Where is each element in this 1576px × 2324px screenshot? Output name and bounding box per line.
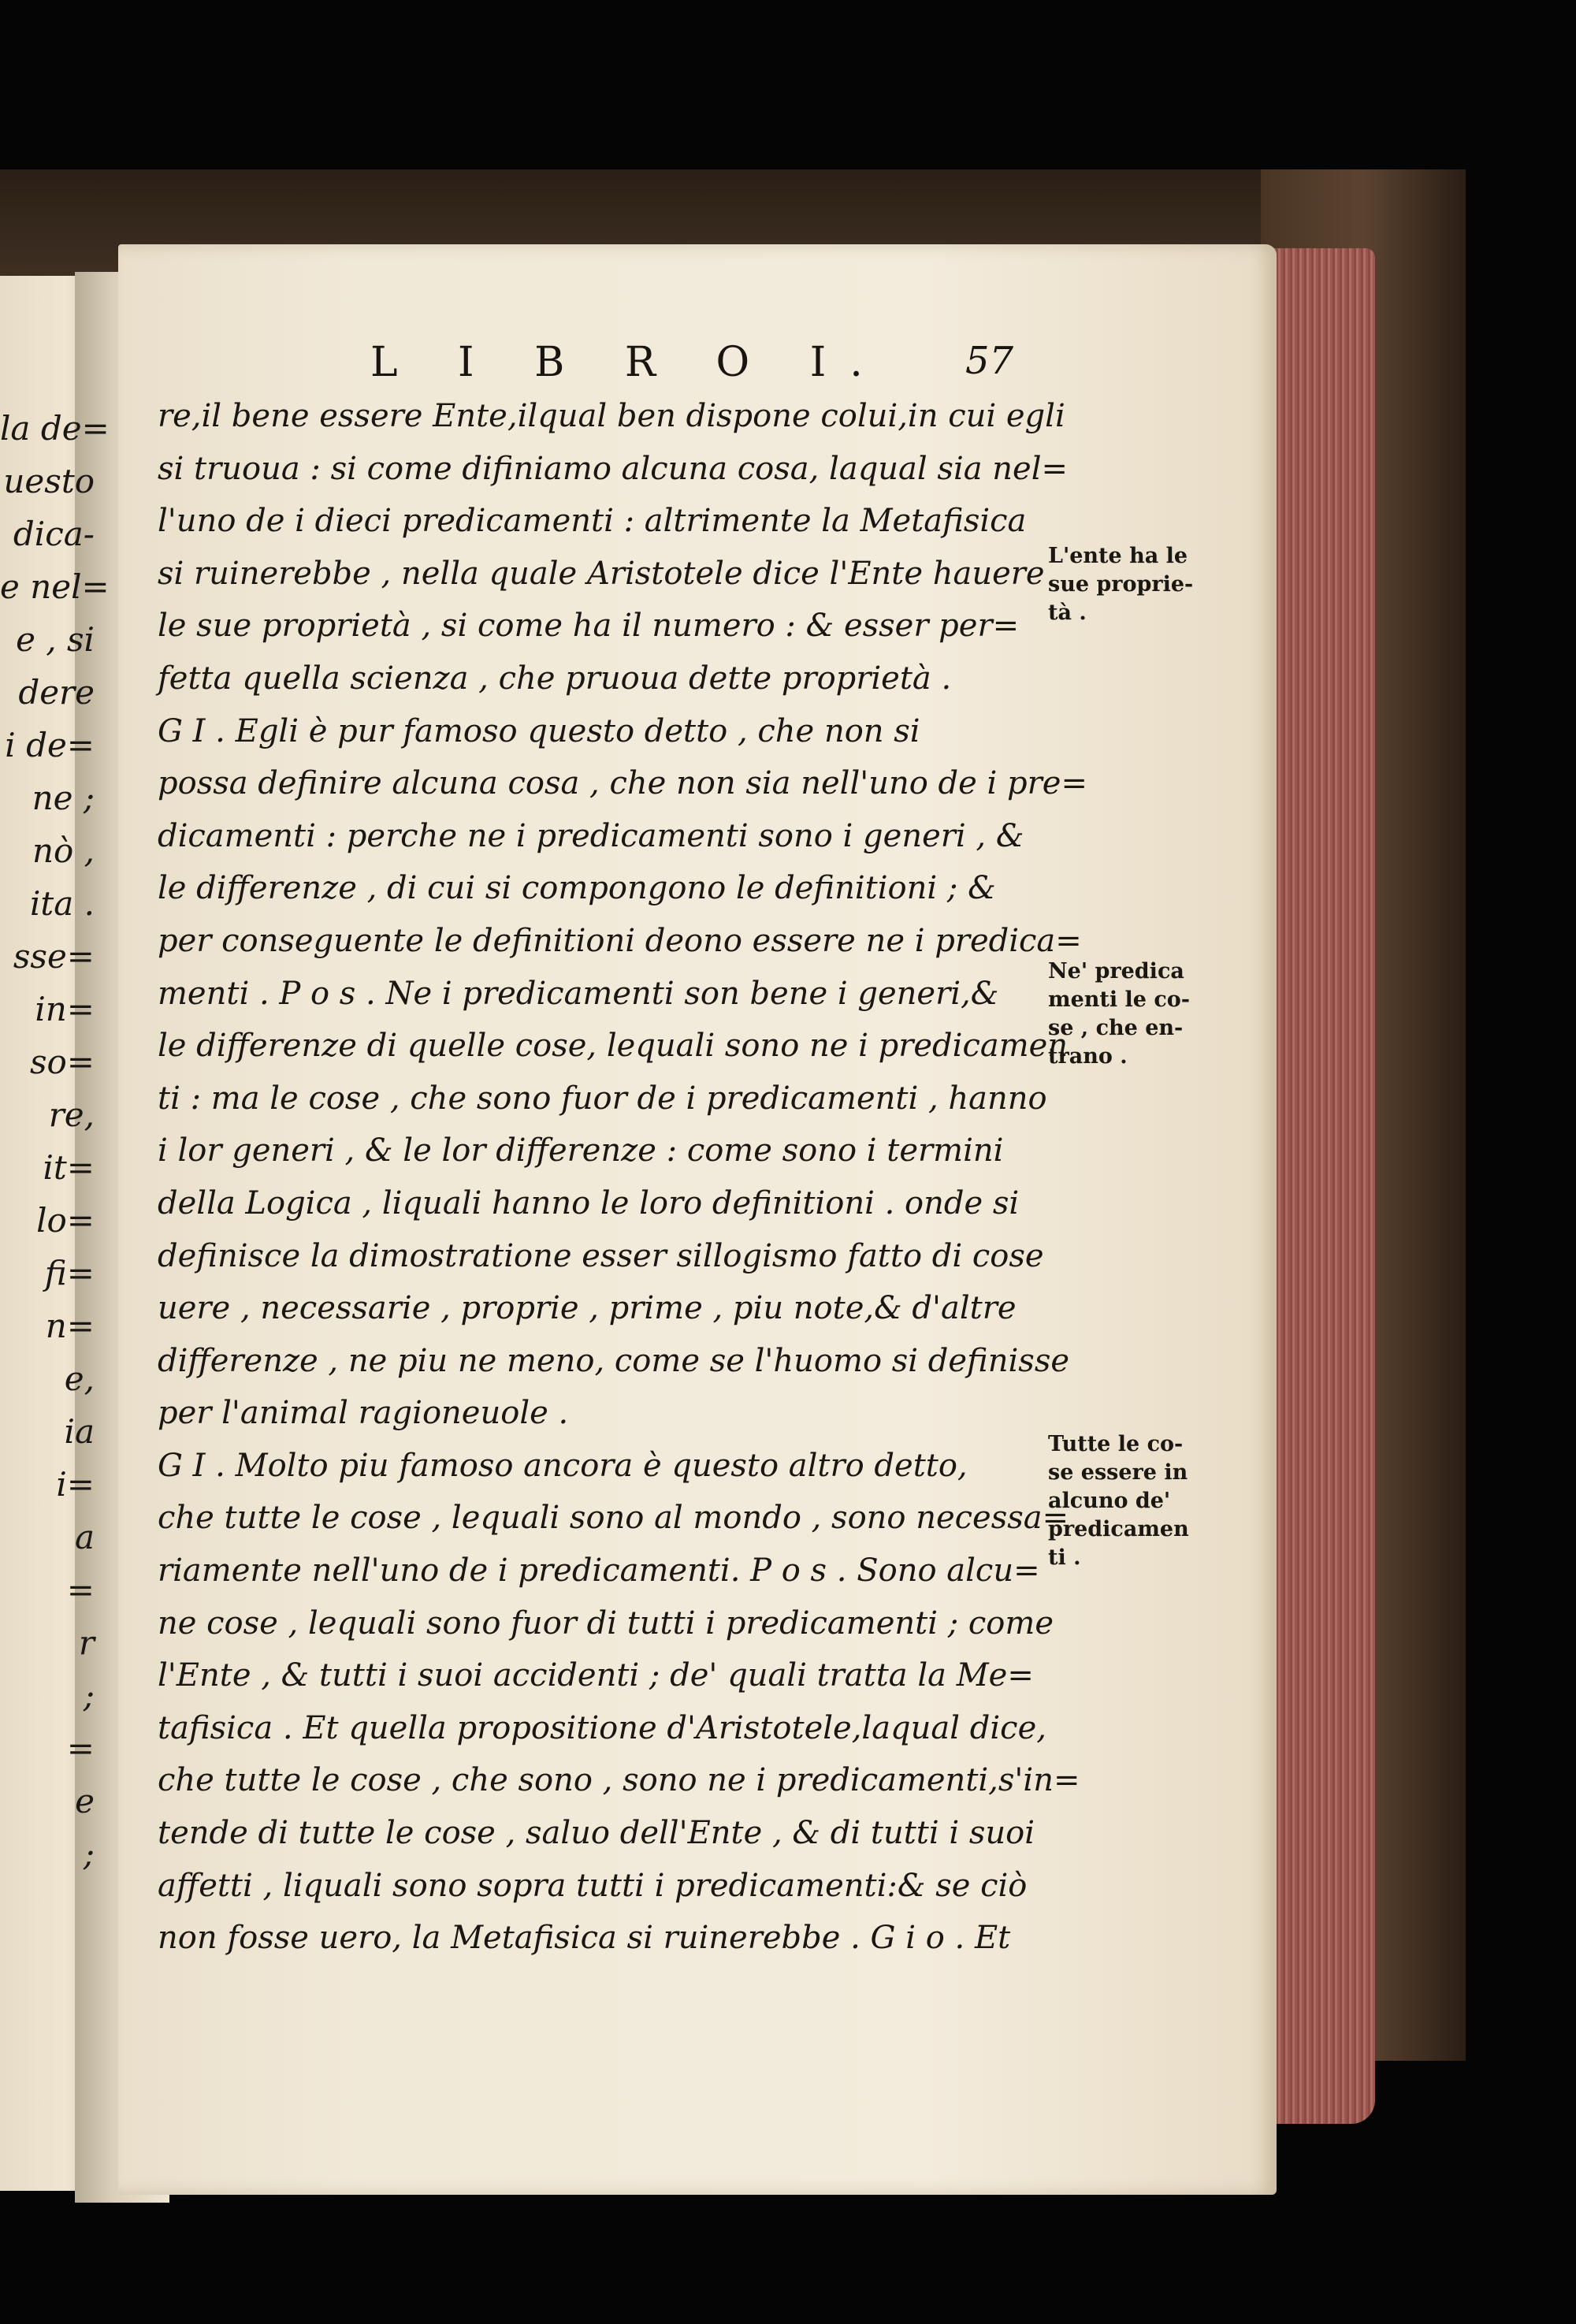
left-page-fragment: = [66, 1571, 95, 1609]
body-text [158, 390, 1087, 1965]
sidenote-line: se , che en- [1048, 1016, 1184, 1040]
left-page-fragment: uesto [3, 462, 95, 500]
text-line: affetti , liquali sono sopra tutti i predicamenti:& se ciò [158, 1867, 1028, 1904]
sidenote-predicamenti [1048, 957, 1245, 1071]
left-page-fragment: ita . [29, 884, 95, 923]
left-page-fragment: e [75, 1782, 95, 1820]
text-line: che tutte le cose , lequali sono al mondo , sono necessa= [158, 1500, 1069, 1537]
text-line: l'Ente , & tutti i suoi accidenti ; de' quali tratta la Me= [158, 1657, 1034, 1694]
text-line: non fosse uero, la Metafisica si ruinerebbe . G i o . Et [158, 1920, 1011, 1957]
text-line: le differenze , di cui si compongono le definitioni ; & [158, 870, 996, 907]
left-page-fragment: e nel= [0, 567, 110, 606]
text-line: ti : ma le cose , che sono fuor de i predicamenti , hanno [158, 1080, 1047, 1117]
left-page-fragment: so= [29, 1043, 95, 1081]
text-line: differenze , ne piu ne meno, come se l'huomo si definisse [158, 1342, 1070, 1379]
sidenote-line: se essere in [1048, 1460, 1188, 1485]
text-line: le differenze di quelle cose, lequali sono ne i predicamen [158, 1028, 1069, 1065]
page-block-edge [1269, 248, 1375, 2124]
text-line: per l'animal ragioneuole . [158, 1395, 569, 1432]
text-line: l'uno de i dieci predicamenti : altrimente la Metafisica [158, 503, 1027, 540]
left-page-fragment: = [66, 1729, 95, 1768]
text-line: che tutte le cose , che sono , sono ne i predicamenti,s'in= [158, 1762, 1080, 1799]
text-line: re,il bene essere Ente,ilqual ben dispone colui,in cui egli [158, 398, 1065, 434]
left-page-fragment: i= [56, 1465, 95, 1504]
left-page-fragment: nò , [32, 831, 95, 870]
sidenote-ente [1048, 542, 1245, 627]
text-line: definisce la dimostratione esser sillogismo fatto di cose [158, 1237, 1044, 1274]
running-head: L I B R O I. [370, 339, 886, 386]
left-page-fragment: sse= [13, 937, 95, 976]
left-page-fragment: fi= [44, 1254, 95, 1292]
text-line: tende di tutte le cose , saluo dell'Ente , & di tutti i suoi [158, 1815, 1035, 1852]
left-page-fragment: it= [43, 1148, 95, 1187]
left-page-fragment: e, [64, 1359, 95, 1398]
left-page-fragment: dere [18, 673, 95, 712]
text-line: ne cose , lequali sono fuor di tutti i predicamenti ; come [158, 1604, 1054, 1642]
sidenote-line: sue proprie- [1048, 572, 1194, 597]
sidenote-line: Tutte le co- [1048, 1432, 1184, 1456]
left-page-fragment: n= [45, 1307, 95, 1345]
sidenote-line: menti le co- [1048, 987, 1190, 1012]
text-line: possa definire alcuna cosa , che non sia nell'uno de i pre= [158, 765, 1087, 802]
sidenote-line: L'ente ha le [1048, 544, 1188, 568]
sidenote-line: trano . [1048, 1044, 1128, 1069]
left-page-fragment: ; [83, 1676, 95, 1715]
sidenote-line: alcuno de' [1048, 1489, 1171, 1513]
left-page-fragment: lo= [36, 1201, 95, 1240]
left-page-fragment: e , si [16, 620, 95, 659]
text-line: per conseguente le definitioni deono essere ne i predica= [158, 922, 1082, 959]
sidenote-tutte-le-cose [1048, 1430, 1245, 1572]
left-page-fragment: r [78, 1623, 95, 1662]
text-line: tafisica . Et quella propositione d'Aristotele,laqual dice, [158, 1709, 1046, 1746]
left-page-fragment: ne ; [32, 779, 95, 817]
text-line: uere , necessarie , proprie , prime , piu note,& d'altre [158, 1290, 1017, 1327]
text-line: riamente nell'uno de i predicamenti. P o s . Sono alcu= [158, 1552, 1040, 1590]
left-page-fragment: la de= [0, 409, 110, 448]
left-page-text [0, 402, 110, 1880]
left-page-fragment: in= [35, 990, 95, 1028]
sidenote-line: ti . [1048, 1545, 1081, 1570]
text-line: le sue proprietà , si come ha il numero : & esser per= [158, 608, 1020, 645]
text-line: si ruinerebbe , nella quale Aristotele dice l'Ente hauere [158, 555, 1045, 592]
left-page-fragment: i de= [5, 726, 95, 764]
text-line: dicamenti : perche ne i predicamenti sono i generi , & [158, 817, 1024, 854]
left-page-fragment: a [74, 1518, 95, 1556]
left-page-fragment: ia [64, 1412, 95, 1451]
text-line: della Logica , liquali hanno le loro definitioni . onde si [158, 1184, 1020, 1221]
text-line: G I . Molto piu famoso ancora è questo altro detto, [158, 1447, 968, 1484]
text-line: i lor generi , & le lor differenze : come sono i termini [158, 1132, 1004, 1169]
page-number: 57 [965, 339, 1014, 383]
text-line: si truoua : si come difiniamo alcuna cosa, laqual sia nel= [158, 450, 1069, 487]
sidenote-line: predicamen [1048, 1517, 1189, 1541]
left-page-fragment: re, [48, 1095, 95, 1134]
text-line: G I . Egli è pur famoso questo detto , che non si [158, 712, 920, 749]
left-page-fragment: dica- [13, 515, 95, 553]
sidenote-line: Ne' predica [1048, 959, 1184, 984]
text-line: menti . P o s . Ne i predicamenti son bene i generi,& [158, 975, 999, 1012]
left-page-fragment: ; [83, 1835, 95, 1873]
text-line: fetta quella scienza , che pruoua dette proprietà . [158, 660, 952, 697]
sidenote-line: tà . [1048, 601, 1087, 625]
